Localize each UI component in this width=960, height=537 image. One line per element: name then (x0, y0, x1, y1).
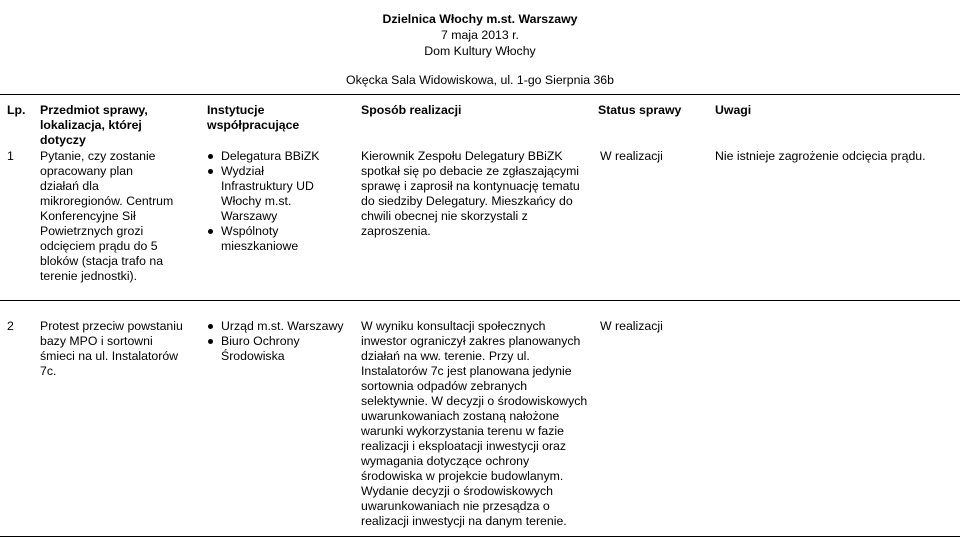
list-item (206, 334, 356, 364)
institutions-list (206, 319, 356, 364)
institution-name: Wydział Infrastruktury UD Włochy m.st. Warszawy (221, 164, 314, 223)
row-notes: Nie istnieje zagrożenie odcięcia prądu. (715, 149, 926, 163)
row-subject: Protest przeciw powstaniu bazy MPO i sortowni śmieci na ul. Instalatorów 7c. (40, 319, 183, 378)
column-header-lp: Lp. (7, 103, 26, 117)
meeting-venue: Dom Kultury Włochy (424, 44, 536, 58)
row-status: W realizacji (600, 149, 663, 163)
district-title: Dzielnica Włochy m.st. Warszawy (382, 12, 578, 26)
institutions-list (206, 149, 324, 254)
row-method: W wyniku konsultacji społecznych inwestor ograniczył zakres planowanych działań na ww. terenie. Przy ul. Instalatorów 7c jest planowana jedynie sortownia odpadów zebranych selektywnie. W decyzji o środowiskowych uwarunkowaniach zostaną nałożone warunki wykorzystania terenu w fazie realizacji i eksploatacji inwestycji oraz wymagania dotyczące ochrony środowiska w projekcie budowlanym. Wydanie decyzji o środowiskowych uwarunkowaniach nie przesądza o realizacji inwestycji na danym terenie. (361, 319, 588, 528)
column-header-method: Sposób realizacji (361, 103, 462, 117)
table-row-divider (0, 300, 960, 301)
institution-name: Wspólnoty mieszkaniowe (221, 224, 299, 253)
bullet-icon (208, 229, 213, 234)
list-item (206, 164, 324, 224)
institution-name: Biuro Ochrony Środowiska (221, 334, 300, 363)
list-item (206, 149, 324, 164)
bullet-icon (208, 339, 213, 344)
bullet-icon (208, 169, 213, 174)
meeting-address: Okęcka Sala Widowiskowa, ul. 1-go Sierpnia 36b (346, 73, 614, 87)
row-number: 1 (7, 149, 14, 163)
bullet-icon (208, 324, 213, 329)
institution-name: Urząd m.st. Warszawy (221, 319, 344, 333)
institution-name: Delegatura BBiZK (221, 149, 320, 163)
row-status: W realizacji (600, 319, 663, 333)
meeting-date: 7 maja 2013 r. (441, 28, 519, 42)
column-header-status: Status sprawy (598, 103, 682, 117)
table-top-border (0, 94, 960, 95)
list-item (206, 319, 356, 334)
column-header-subject: Przedmiot sprawy, lokalizacja, której dotyczy (40, 103, 148, 147)
column-header-institutions: Instytucje współpracujące (207, 103, 300, 132)
list-item (206, 224, 324, 254)
row-method: Kierownik Zespołu Delegatury BBiZK spotkał się po debacie ze zgłaszającymi sprawę i zaprosił na kontynuację tematu do siedziby Delegatury. Mieszkańcy do chwili obecnej nie skorzystali z zaproszenia. (361, 149, 580, 238)
row-number: 2 (7, 319, 14, 333)
column-header-notes: Uwagi (715, 103, 752, 117)
row-subject: Pytanie, czy zostanie opracowany plan działań dla mikroregionów. Centrum Konferencyjne Sił Powietrznych grozi odcięciem prądu do 5 bloków (stacja trafo na terenie jednostki). (40, 149, 174, 283)
bullet-icon (208, 154, 213, 159)
